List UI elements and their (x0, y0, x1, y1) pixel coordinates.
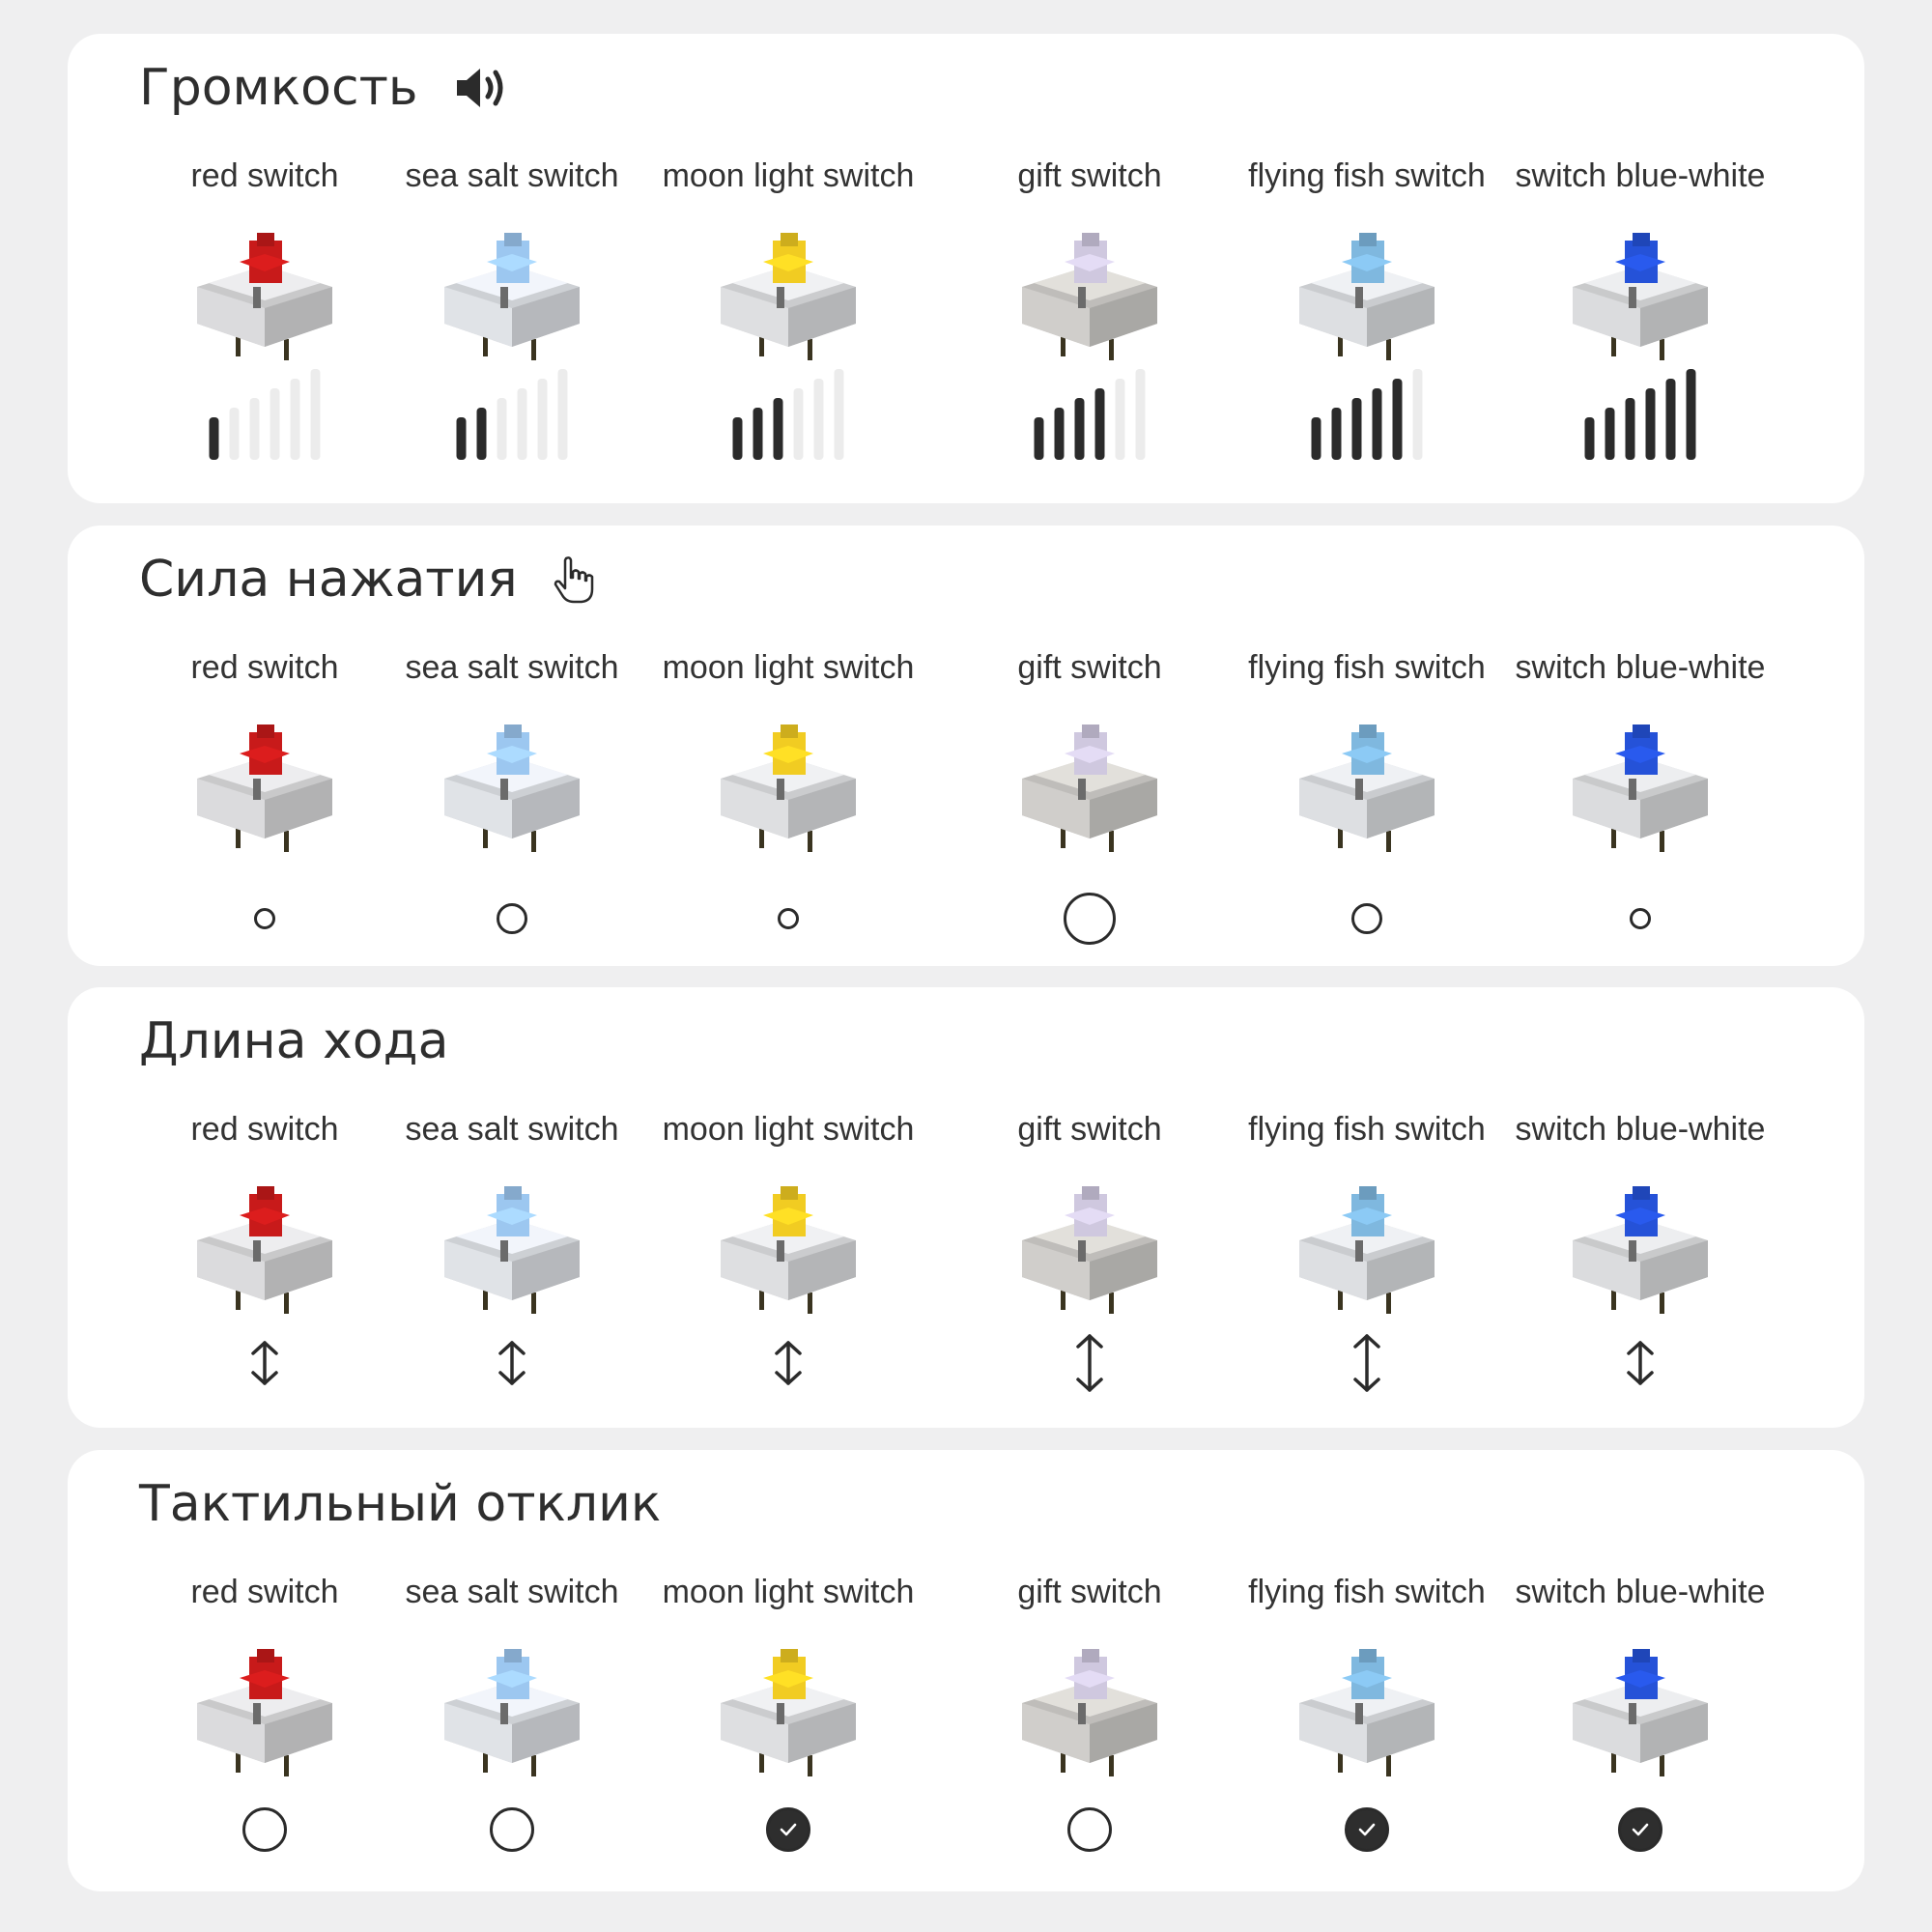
volume-bars (210, 367, 321, 460)
tactile-empty-circle-icon (490, 1807, 534, 1852)
panel-force (68, 526, 1864, 966)
travel-arrow-icon (496, 1340, 528, 1390)
switch-column (1500, 526, 1780, 966)
tactile-check-icon (1345, 1807, 1389, 1852)
volume-bar (230, 408, 240, 460)
volume-bar (1666, 379, 1676, 460)
panel-travel (68, 987, 1864, 1428)
switch-name: red switch (190, 649, 339, 686)
force-circle-icon (1351, 903, 1382, 934)
switch-column (372, 526, 652, 966)
switch-image (187, 719, 342, 864)
switch-name: moon light switch (662, 157, 915, 194)
volume-bar (1352, 398, 1362, 460)
volume-bar (1136, 369, 1146, 460)
tactile-empty-circle-icon (1067, 1807, 1112, 1852)
switch-column (372, 1450, 652, 1891)
volume-bar (311, 369, 321, 460)
volume-bar (291, 379, 300, 460)
volume-bar (497, 398, 507, 460)
switch-image (1290, 1180, 1444, 1325)
switch-name: switch blue-white (1515, 1111, 1766, 1148)
volume-bar (1075, 398, 1085, 460)
volume-bars (1585, 367, 1696, 460)
switch-column (1500, 1450, 1780, 1891)
volume-bar (1312, 417, 1321, 460)
force-circle-icon (497, 903, 527, 934)
force-circle-icon (1064, 893, 1116, 945)
switch-name: flying fish switch (1248, 1111, 1486, 1148)
switch-name: switch blue-white (1515, 1574, 1766, 1610)
panel-tactile (68, 1450, 1864, 1891)
switch-image (187, 1643, 342, 1788)
volume-bar (835, 369, 844, 460)
volume-bar (1055, 408, 1065, 460)
switch-image (187, 1180, 342, 1325)
travel-arrow-icon (1073, 1333, 1106, 1397)
panel-volume (68, 34, 1864, 503)
switch-image (1563, 719, 1718, 864)
switch-name: sea salt switch (405, 1111, 619, 1148)
switch-column (648, 34, 928, 503)
switch-name: moon light switch (662, 649, 915, 686)
switch-column (125, 1450, 405, 1891)
tactile-empty-circle-icon (242, 1807, 287, 1852)
volume-bar (1413, 369, 1423, 460)
switch-name: red switch (190, 1574, 339, 1610)
switch-name: sea salt switch (405, 649, 619, 686)
switch-name: flying fish switch (1248, 1574, 1486, 1610)
switch-name: gift switch (1017, 1111, 1162, 1148)
panel-title-text: Длина хода (139, 1012, 449, 1070)
switch-column (950, 1450, 1230, 1891)
volume-bar (1393, 379, 1403, 460)
switch-name: gift switch (1017, 1574, 1162, 1610)
switch-name: gift switch (1017, 649, 1162, 686)
switch-column (648, 987, 928, 1428)
switch-name: switch blue-white (1515, 157, 1766, 194)
volume-bars (733, 367, 844, 460)
switch-name: flying fish switch (1248, 649, 1486, 686)
switch-column (1227, 526, 1507, 966)
switch-image (435, 227, 589, 372)
switch-image (1012, 719, 1167, 864)
volume-bars (457, 367, 568, 460)
force-circle-icon (1630, 908, 1651, 929)
switch-name: moon light switch (662, 1574, 915, 1610)
volume-bars (1035, 367, 1146, 460)
switch-image (435, 1180, 589, 1325)
switch-column (950, 526, 1230, 966)
travel-arrow-icon (1624, 1340, 1657, 1390)
volume-bar (1035, 417, 1044, 460)
switch-image (711, 1180, 866, 1325)
switch-name: sea salt switch (405, 1574, 619, 1610)
volume-bar (477, 408, 487, 460)
volume-bar (753, 408, 763, 460)
switch-column (950, 34, 1230, 503)
switch-image (1290, 719, 1444, 864)
volume-bar (814, 379, 824, 460)
tactile-check-icon (1618, 1807, 1662, 1852)
panel-title-text: Громкость (139, 59, 418, 117)
volume-bar (733, 417, 743, 460)
switch-column (1227, 34, 1507, 503)
volume-bar (210, 417, 219, 460)
switch-column (1500, 987, 1780, 1428)
volume-bar (774, 398, 783, 460)
switch-name: red switch (190, 1111, 339, 1148)
volume-bar (1585, 417, 1595, 460)
switch-image (1290, 227, 1444, 372)
switch-image (187, 227, 342, 372)
volume-bar (1332, 408, 1342, 460)
volume-bar (1605, 408, 1615, 460)
switch-name: flying fish switch (1248, 157, 1486, 194)
switch-image (1563, 1180, 1718, 1325)
switch-column (648, 526, 928, 966)
volume-bar (558, 369, 568, 460)
switch-column (1227, 987, 1507, 1428)
switch-column (648, 1450, 928, 1891)
volume-bar (538, 379, 548, 460)
switch-name: gift switch (1017, 157, 1162, 194)
switch-column (125, 34, 405, 503)
switch-name: switch blue-white (1515, 649, 1766, 686)
switch-column (1500, 34, 1780, 503)
switch-image (1012, 227, 1167, 372)
switch-image (711, 719, 866, 864)
switch-column (372, 987, 652, 1428)
travel-arrow-icon (772, 1340, 805, 1390)
volume-bar (1646, 388, 1656, 460)
volume-bar (1373, 388, 1382, 460)
tactile-check-icon (766, 1807, 810, 1852)
panel-title-text: Сила нажатия (139, 551, 518, 609)
switch-column (125, 987, 405, 1428)
volume-bar (1116, 379, 1125, 460)
switch-image (1563, 227, 1718, 372)
volume-bar (518, 388, 527, 460)
switch-image (1012, 1643, 1167, 1788)
volume-bar (457, 417, 467, 460)
switch-image (1012, 1180, 1167, 1325)
panel-title-text: Тактильный отклик (139, 1475, 662, 1533)
switch-column (950, 987, 1230, 1428)
switch-image (1563, 1643, 1718, 1788)
volume-bar (270, 388, 280, 460)
volume-bars (1312, 367, 1423, 460)
volume-bar (250, 398, 260, 460)
volume-bar (794, 388, 804, 460)
switch-name: sea salt switch (405, 157, 619, 194)
force-circle-icon (778, 908, 799, 929)
switch-image (1290, 1643, 1444, 1788)
switch-image (711, 227, 866, 372)
switch-image (711, 1643, 866, 1788)
force-circle-icon (254, 908, 275, 929)
volume-bar (1095, 388, 1105, 460)
switch-name: red switch (190, 157, 339, 194)
travel-arrow-icon (1350, 1333, 1383, 1397)
volume-bar (1626, 398, 1635, 460)
switch-image (435, 1643, 589, 1788)
switch-column (372, 34, 652, 503)
travel-arrow-icon (248, 1340, 281, 1390)
switch-image (435, 719, 589, 864)
switch-column (125, 526, 405, 966)
switch-name: moon light switch (662, 1111, 915, 1148)
volume-bar (1687, 369, 1696, 460)
switch-column (1227, 1450, 1507, 1891)
